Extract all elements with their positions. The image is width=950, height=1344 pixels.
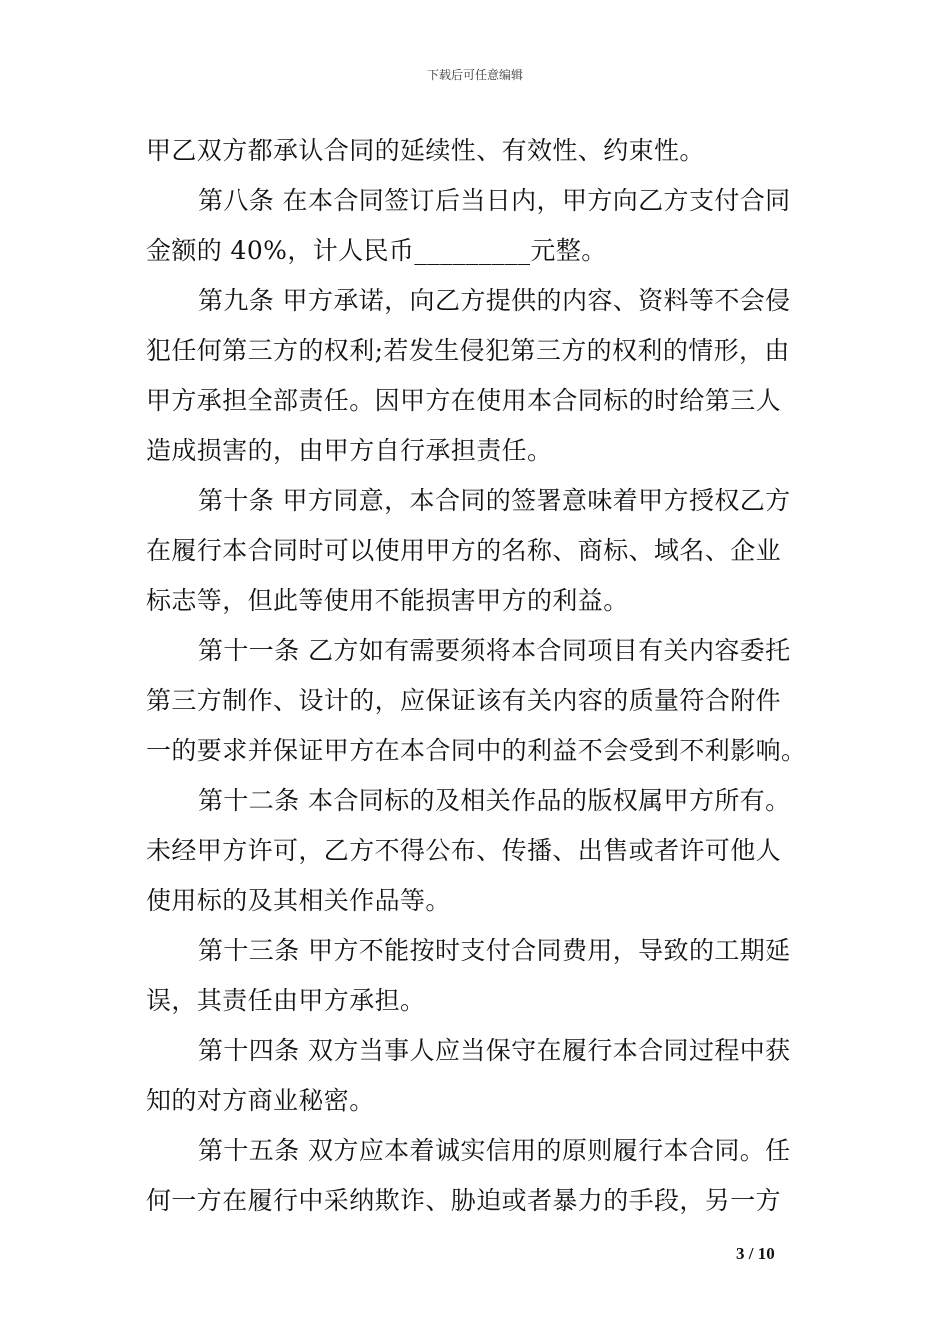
body-line: 第九条 甲方承诺，向乙方提供的内容、资料等不会侵 <box>198 286 791 315</box>
body-line: 犯任何第三方的权利;若发生侵犯第三方的权利的情形，由 <box>146 336 790 365</box>
body-line: 未经甲方许可，乙方不得公布、传播、出售或者许可他人 <box>146 836 782 865</box>
body-line: 使用标的及其相关作品等。 <box>146 886 451 915</box>
body-line: 第十四条 双方当事人应当保守在履行本合同过程中获 <box>198 1036 791 1065</box>
document-body <box>146 126 810 1226</box>
page-number: 3 / 10 <box>736 1244 775 1263</box>
body-line: 造成损害的，由甲方自行承担责任。 <box>146 436 553 465</box>
body-line: 何一方在履行中采纳欺诈、胁迫或者暴力的手段，另一方 <box>146 1186 782 1215</box>
body-line: 第十三条 甲方不能按时支付合同费用，导致的工期延 <box>198 936 791 965</box>
body-line: 第十二条 本合同标的及相关作品的版权属甲方所有。 <box>198 786 791 815</box>
body-line: 金额的 40%，计人民币_________元整。 <box>146 236 607 265</box>
body-line: 甲方承担全部责任。因甲方在使用本合同标的时给第三人 <box>146 386 782 415</box>
body-line: 第八条 在本合同签订后当日内，甲方向乙方支付合同 <box>198 186 791 215</box>
body-line: 标志等，但此等使用不能损害甲方的利益。 <box>146 586 629 615</box>
body-line: 第十一条 乙方如有需要须将本合同项目有关内容委托 <box>198 636 791 665</box>
body-line: 第十条 甲方同意，本合同的签署意味着甲方授权乙方 <box>198 486 791 515</box>
page-header: 下载后可任意编辑 <box>426 68 523 82</box>
body-line: 在履行本合同时可以使用甲方的名称、商标、域名、企业 <box>146 536 782 565</box>
body-line: 甲乙双方都承认合同的延续性、有效性、约束性。 <box>146 136 705 165</box>
body-line: 第十五条 双方应本着诚实信用的原则履行本合同。任 <box>198 1136 791 1165</box>
body-line: 一的要求并保证甲方在本合同中的利益不会受到不利影响。 <box>146 736 807 765</box>
body-line: 知的对方商业秘密。 <box>146 1086 375 1115</box>
body-line: 误，其责任由甲方承担。 <box>146 986 426 1015</box>
body-line: 第三方制作、设计的，应保证该有关内容的质量符合附件 <box>146 686 782 715</box>
